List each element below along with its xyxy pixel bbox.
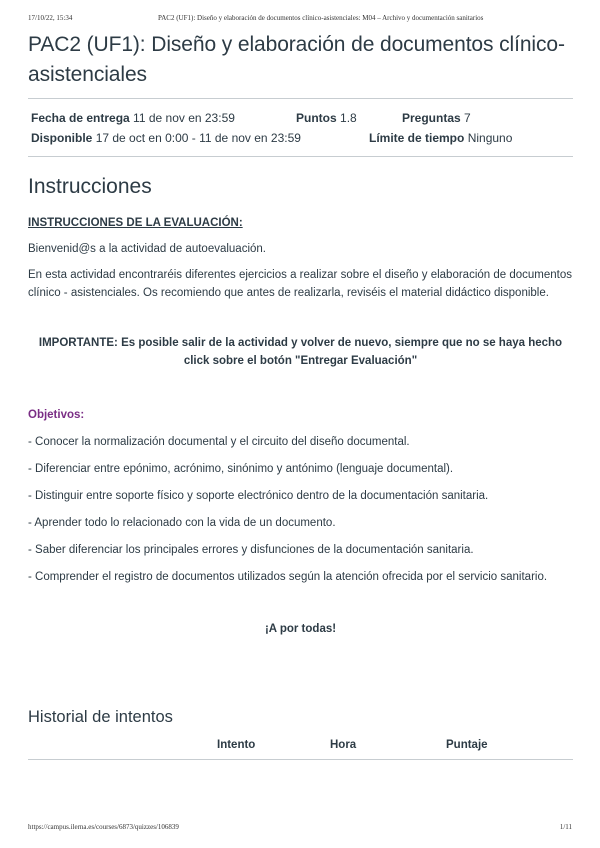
time-limit: [369, 128, 512, 148]
column-header-hora: Hora: [330, 739, 357, 751]
objective-item: - Distinguir entre soporte físico y soporte electrónico dentro de la documentación sanitaria.: [28, 490, 489, 502]
objective-item: - Diferenciar entre epónimo, acrónimo, sinónimo y antónimo (lenguaje documental).: [28, 463, 454, 475]
eval-heading: INSTRUCCIONES DE LA EVALUACIÓN:: [28, 217, 243, 229]
points-value: 1.8: [340, 111, 357, 125]
availability: [31, 128, 301, 148]
available-label: Disponible: [31, 131, 93, 145]
objective-item: - Aprender todo lo relacionado con la vida de un documento.: [28, 517, 336, 529]
quiz-content: [28, 30, 573, 760]
details-row-1: [31, 108, 573, 128]
print-title: PAC2 (UF1): Diseño y elaboración de documentos clínico-asistenciales: M04 – Archivo y documentación sanitarios: [158, 14, 484, 22]
history-title: Historial de intentos: [28, 708, 173, 726]
due-label: Fecha de entrega: [31, 111, 130, 125]
print-date: 17/10/22, 15:34: [28, 14, 73, 22]
quiz-details: [28, 99, 573, 156]
questions-value: 7: [464, 111, 471, 125]
column-header-puntaje: Puntaje: [446, 739, 488, 751]
history-table-header: [28, 735, 573, 760]
print-page-number: 1/11: [559, 823, 572, 831]
questions: [402, 108, 471, 128]
questions-label: Preguntas: [402, 111, 461, 125]
time-limit-value: Ninguno: [467, 131, 513, 145]
points-label: Puntos: [296, 111, 337, 125]
column-header-intento: Intento: [217, 739, 256, 751]
objective-item: - Conocer la normalización documental y el circuito del diseño documental.: [28, 436, 410, 448]
due-date: [31, 108, 235, 128]
important-note: IMPORTANTE: Es posible salir de la actividad y volver de nuevo, siempre que no se haya hecho click sobre el botón "Entregar Evaluación": [38, 337, 563, 367]
closing-text: ¡A por todas!: [264, 623, 337, 635]
intro-text: En esta actividad encontraréis diferentes ejercicios a realizar sobre el diseño y elaboración de documentos clínico - asistenciales. Os recomiendo que antes de realizarla, reviséis el material didáctico disponible.: [28, 269, 572, 299]
details-row-2: [31, 128, 573, 148]
time-limit-label: Límite de tiempo: [369, 131, 465, 145]
objectives-title: Objetivos:: [28, 409, 85, 421]
welcome-text: Bienvenid@s a la actividad de autoevaluación.: [28, 243, 266, 255]
divider: [28, 156, 573, 157]
objective-item: - Comprender el registro de documentos utilizados según la atención ofrecida por el servicio sanitario.: [28, 571, 548, 583]
objective-item: - Saber diferenciar los principales errores y disfunciones de la documentación sanitaria.: [28, 544, 474, 556]
instructions-body: [28, 214, 573, 638]
available-value: 17 de oct en 0:00 - 11 de nov en 23:59: [95, 131, 301, 145]
print-url: https://campus.ilerna.es/courses/6873/quizzes/106839: [28, 823, 179, 831]
due-value: 11 de nov en 23:59: [133, 111, 235, 125]
points: [296, 108, 357, 128]
instructions-title: Instrucciones: [28, 175, 152, 198]
print-footer: [28, 823, 572, 831]
page-title: PAC2 (UF1): Diseño y elaboración de documentos clínico-asistenciales: [28, 33, 565, 86]
